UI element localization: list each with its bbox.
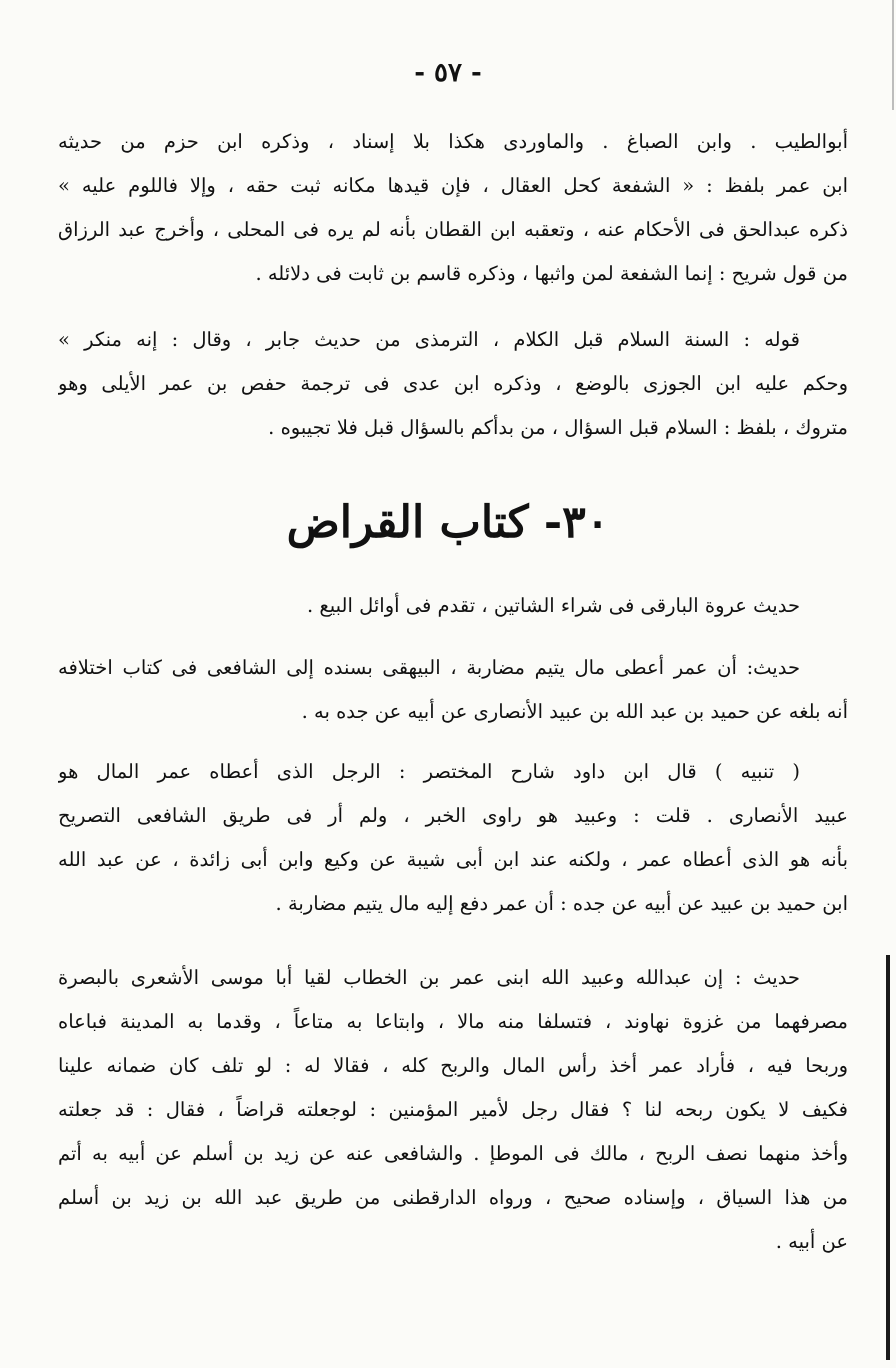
paragraph-tanbih [58,750,848,926]
text-line: ابن حميد بن عبيد عن أبيه عن جده : أن عمر دفع إليه مال يتيم مضاربة . [275,892,848,915]
text-line: فكيف لا يكون ربحه لنا ؟ فقال رجل لأمير المؤمنين : لوجعلته قراضاً ، فقال : قد جعلته [58,1098,848,1121]
text-line: حديث عروة البارقى فى شراء الشاتين ، تقدم فى أوائل البيع . [307,594,800,617]
text-line: أبوالطيب . وابن الصباغ . والماوردى هكذا بلا إسناد ، وذكره ابن حزم من حديثه [58,130,848,153]
binding-margin-line [886,955,890,1360]
text-line: من هذا السياق ، وإسناده صحيح ، ورواه الدارقطنى من طريق عبد الله بن زيد بن أسلم [58,1186,848,1209]
text-line: من قول شريح : إنما الشفعة لمن واثبها ، وذكره قاسم بن ثابت فى دلائله . [255,262,848,285]
page-number: - ٥٧ - [414,58,482,88]
paragraph-salam [58,318,848,450]
chapter-heading: ٣٠- كتاب القراض [286,497,610,548]
text-line: عن أبيه . [775,1230,848,1253]
text-line: حديث : إن عبدالله وعبيد الله ابنى عمر بن الخطاب لقيا أبا موسى الأشعرى بالبصرة [58,966,800,989]
paragraph-shufa [58,120,848,296]
text-line: ذكره عبدالحق فى الأحكام عنه ، وتعقبه ابن القطان بأنه لم يره فى المحلى ، وأخرج عبد الرزاق [58,218,848,241]
text-line: متروك ، بلفظ : السلام قبل السؤال ، من بدأكم بالسؤال قبل فلا تجيبوه . [268,416,848,439]
text-line: عبيد الأنصارى . قلت : وعبيد هو راوى الخبر ، ولم أر فى طريق الشافعى التصريح [58,804,848,827]
text-line: ابن عمر بلفظ : « الشفعة كحل العقال ، فإن قيدها مكانه ثبت حقه ، وإلا فاللوم عليه » [58,174,848,197]
text-line: وحكم عليه ابن الجوزى بالوضع ، وذكره ابن عدى فى ترجمة حفص بن عمر الأيلى وهو [58,372,848,395]
paragraph-abdullah-ubaydullah [58,956,848,1264]
text-line: بأنه هو الذى أعطاه عمر ، ولكنه عند ابن أبى شيبة عن وكيع وابن أبى زائدة ، عن عبد الله [58,848,848,871]
text-line: وأخذ منهما نصف الربح ، مالك فى الموطإ . والشافعى عنه عن زيد بن أسلم عن أبيه به أتم [58,1142,848,1165]
text-line: حديث: أن عمر أعطى مال يتيم مضاربة ، البيهقى بسنده إلى الشافعى فى كتاب اختلافه [58,656,800,679]
paragraph-urwa [58,584,848,628]
text-line: ( تنبيه ) قال ابن داود شارح المختصر : الرجل الذى أعطاه عمر المال هو [58,760,800,783]
page-edge-mark [892,0,894,110]
text-line: وربحا فيه ، فأراد عمر أخذ رأس المال والربح كله ، فقالا له : لو تلف كان ضمانه علينا [58,1054,848,1077]
text-line: قوله : السنة السلام قبل الكلام ، الترمذى من حديث جابر ، وقال : إنه منكر » [58,328,800,351]
text-line: مصرفهما من غزوة نهاوند ، فتسلفا منه مالا ، وابتاعا به متاعاً ، وقدما به المدينة فباعاه [58,1010,848,1033]
paragraph-umar-yatim [58,646,848,734]
text-line: أنه بلغه عن حميد بن عبد الله بن عبيد الأنصارى عن أبيه عن جده به . [301,700,848,723]
